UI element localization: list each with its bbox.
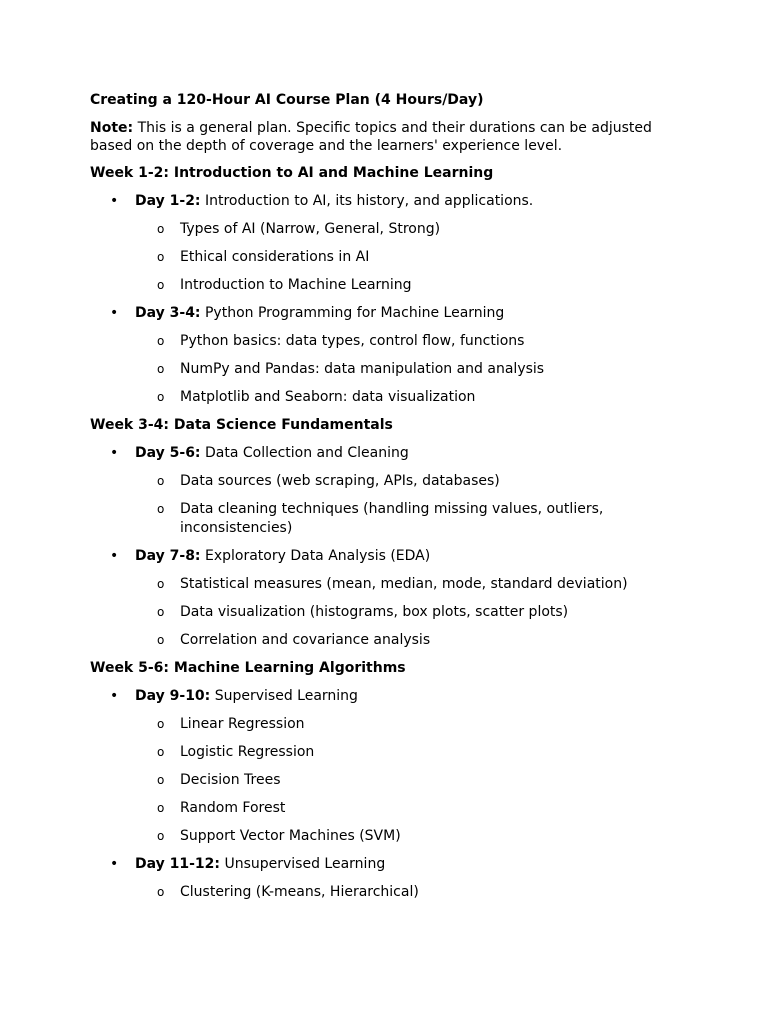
subtopic-text: Python basics: data types, control flow, functions [180, 333, 525, 349]
day-topic: Python Programming for Machine Learning [200, 305, 505, 321]
day-heading [135, 444, 660, 463]
week-heading: Week 3-4: Data Science Fundamentals [90, 417, 393, 433]
circle-bullet-icon: o [157, 717, 165, 731]
circle-bullet-icon: o [157, 885, 165, 899]
day-list-item [90, 547, 660, 650]
subtopic-item [135, 472, 660, 491]
subtopic-item [135, 771, 660, 790]
subtopic-list [135, 472, 660, 538]
bullet-icon: • [110, 688, 119, 704]
circle-bullet-icon: o [157, 829, 165, 843]
subtopic-item [135, 631, 660, 650]
subtopic-list [135, 575, 660, 650]
day-label: Day 7-8: [135, 548, 201, 564]
day-topic: Data Collection and Cleaning [200, 445, 409, 461]
day-list [90, 687, 660, 902]
subtopic-text: Matplotlib and Seaborn: data visualization [180, 389, 476, 405]
note-paragraph [90, 119, 660, 155]
day-list-item [90, 855, 660, 902]
day-list-item [90, 687, 660, 846]
subtopic-list [135, 883, 660, 902]
subtopic-text: Support Vector Machines (SVM) [180, 828, 401, 844]
bullet-icon: • [110, 445, 119, 461]
day-label: Day 1-2: [135, 193, 201, 209]
weeks-container [90, 164, 660, 902]
day-topic: Supervised Learning [210, 688, 358, 704]
circle-bullet-icon: o [157, 773, 165, 787]
subtopic-text: Data cleaning techniques (handling missing values, outliers, inconsistencies) [180, 501, 604, 536]
subtopic-text: Logistic Regression [180, 744, 315, 760]
day-list-item [90, 444, 660, 538]
week-heading: Week 1-2: Introduction to AI and Machine Learning [90, 165, 494, 181]
circle-bullet-icon: o [157, 250, 165, 264]
circle-bullet-icon: o [157, 502, 165, 516]
subtopic-list [135, 220, 660, 295]
subtopic-item [135, 603, 660, 622]
bullet-icon: • [110, 548, 119, 564]
circle-bullet-icon: o [157, 362, 165, 376]
document-title: Creating a 120-Hour AI Course Plan (4 Hours/Day) [90, 92, 484, 108]
day-label: Day 3-4: [135, 305, 201, 321]
subtopic-text: Linear Regression [180, 716, 305, 732]
day-label: Day 9-10: [135, 688, 211, 704]
subtopic-item [135, 360, 660, 379]
circle-bullet-icon: o [157, 474, 165, 488]
bullet-icon: • [110, 856, 119, 872]
subtopic-item [135, 715, 660, 734]
day-topic: Introduction to AI, its history, and applications. [200, 193, 534, 209]
day-topic: Unsupervised Learning [220, 856, 386, 872]
day-heading [135, 304, 660, 323]
week-heading: Week 5-6: Machine Learning Algorithms [90, 660, 406, 676]
circle-bullet-icon: o [157, 390, 165, 404]
day-heading [135, 547, 660, 566]
day-list [90, 444, 660, 650]
document-page [90, 91, 660, 911]
subtopic-text: Statistical measures (mean, median, mode, standard deviation) [180, 576, 628, 592]
subtopic-item [135, 799, 660, 818]
subtopic-text: NumPy and Pandas: data manipulation and analysis [180, 361, 545, 377]
subtopic-item [135, 500, 660, 538]
subtopic-list [135, 715, 660, 846]
day-heading [135, 192, 660, 211]
day-label: Day 11-12: [135, 856, 221, 872]
subtopic-item [135, 827, 660, 846]
subtopic-item [135, 883, 660, 902]
circle-bullet-icon: o [157, 605, 165, 619]
subtopic-text: Data sources (web scraping, APIs, databases) [180, 473, 500, 489]
circle-bullet-icon: o [157, 334, 165, 348]
subtopic-item [135, 575, 660, 594]
bullet-icon: • [110, 305, 119, 321]
subtopic-text: Clustering (K-means, Hierarchical) [180, 884, 419, 900]
subtopic-item [135, 388, 660, 407]
subtopic-text: Decision Trees [180, 772, 281, 788]
subtopic-list [135, 332, 660, 407]
bullet-icon: • [110, 193, 119, 209]
note-text: This is a general plan. Specific topics and their durations can be adjusted based on the depth of coverage and the learners' experience level. [90, 120, 652, 154]
day-heading [135, 855, 660, 874]
subtopic-text: Correlation and covariance analysis [180, 632, 431, 648]
subtopic-text: Introduction to Machine Learning [180, 277, 412, 293]
subtopic-text: Ethical considerations in AI [180, 249, 370, 265]
day-topic: Exploratory Data Analysis (EDA) [200, 548, 431, 564]
circle-bullet-icon: o [157, 633, 165, 647]
subtopic-item [135, 332, 660, 351]
subtopic-item [135, 220, 660, 239]
subtopic-item [135, 743, 660, 762]
day-list-item [90, 304, 660, 407]
subtopic-item [135, 248, 660, 267]
day-heading [135, 687, 660, 706]
subtopic-text: Types of AI (Narrow, General, Strong) [180, 221, 441, 237]
subtopic-text: Random Forest [180, 800, 286, 816]
circle-bullet-icon: o [157, 577, 165, 591]
day-list [90, 192, 660, 407]
subtopic-item [135, 276, 660, 295]
subtopic-text: Data visualization (histograms, box plots, scatter plots) [180, 604, 569, 620]
circle-bullet-icon: o [157, 278, 165, 292]
circle-bullet-icon: o [157, 222, 165, 236]
day-list-item [90, 192, 660, 295]
day-label: Day 5-6: [135, 445, 201, 461]
circle-bullet-icon: o [157, 745, 165, 759]
circle-bullet-icon: o [157, 801, 165, 815]
note-label: Note: [90, 120, 134, 136]
